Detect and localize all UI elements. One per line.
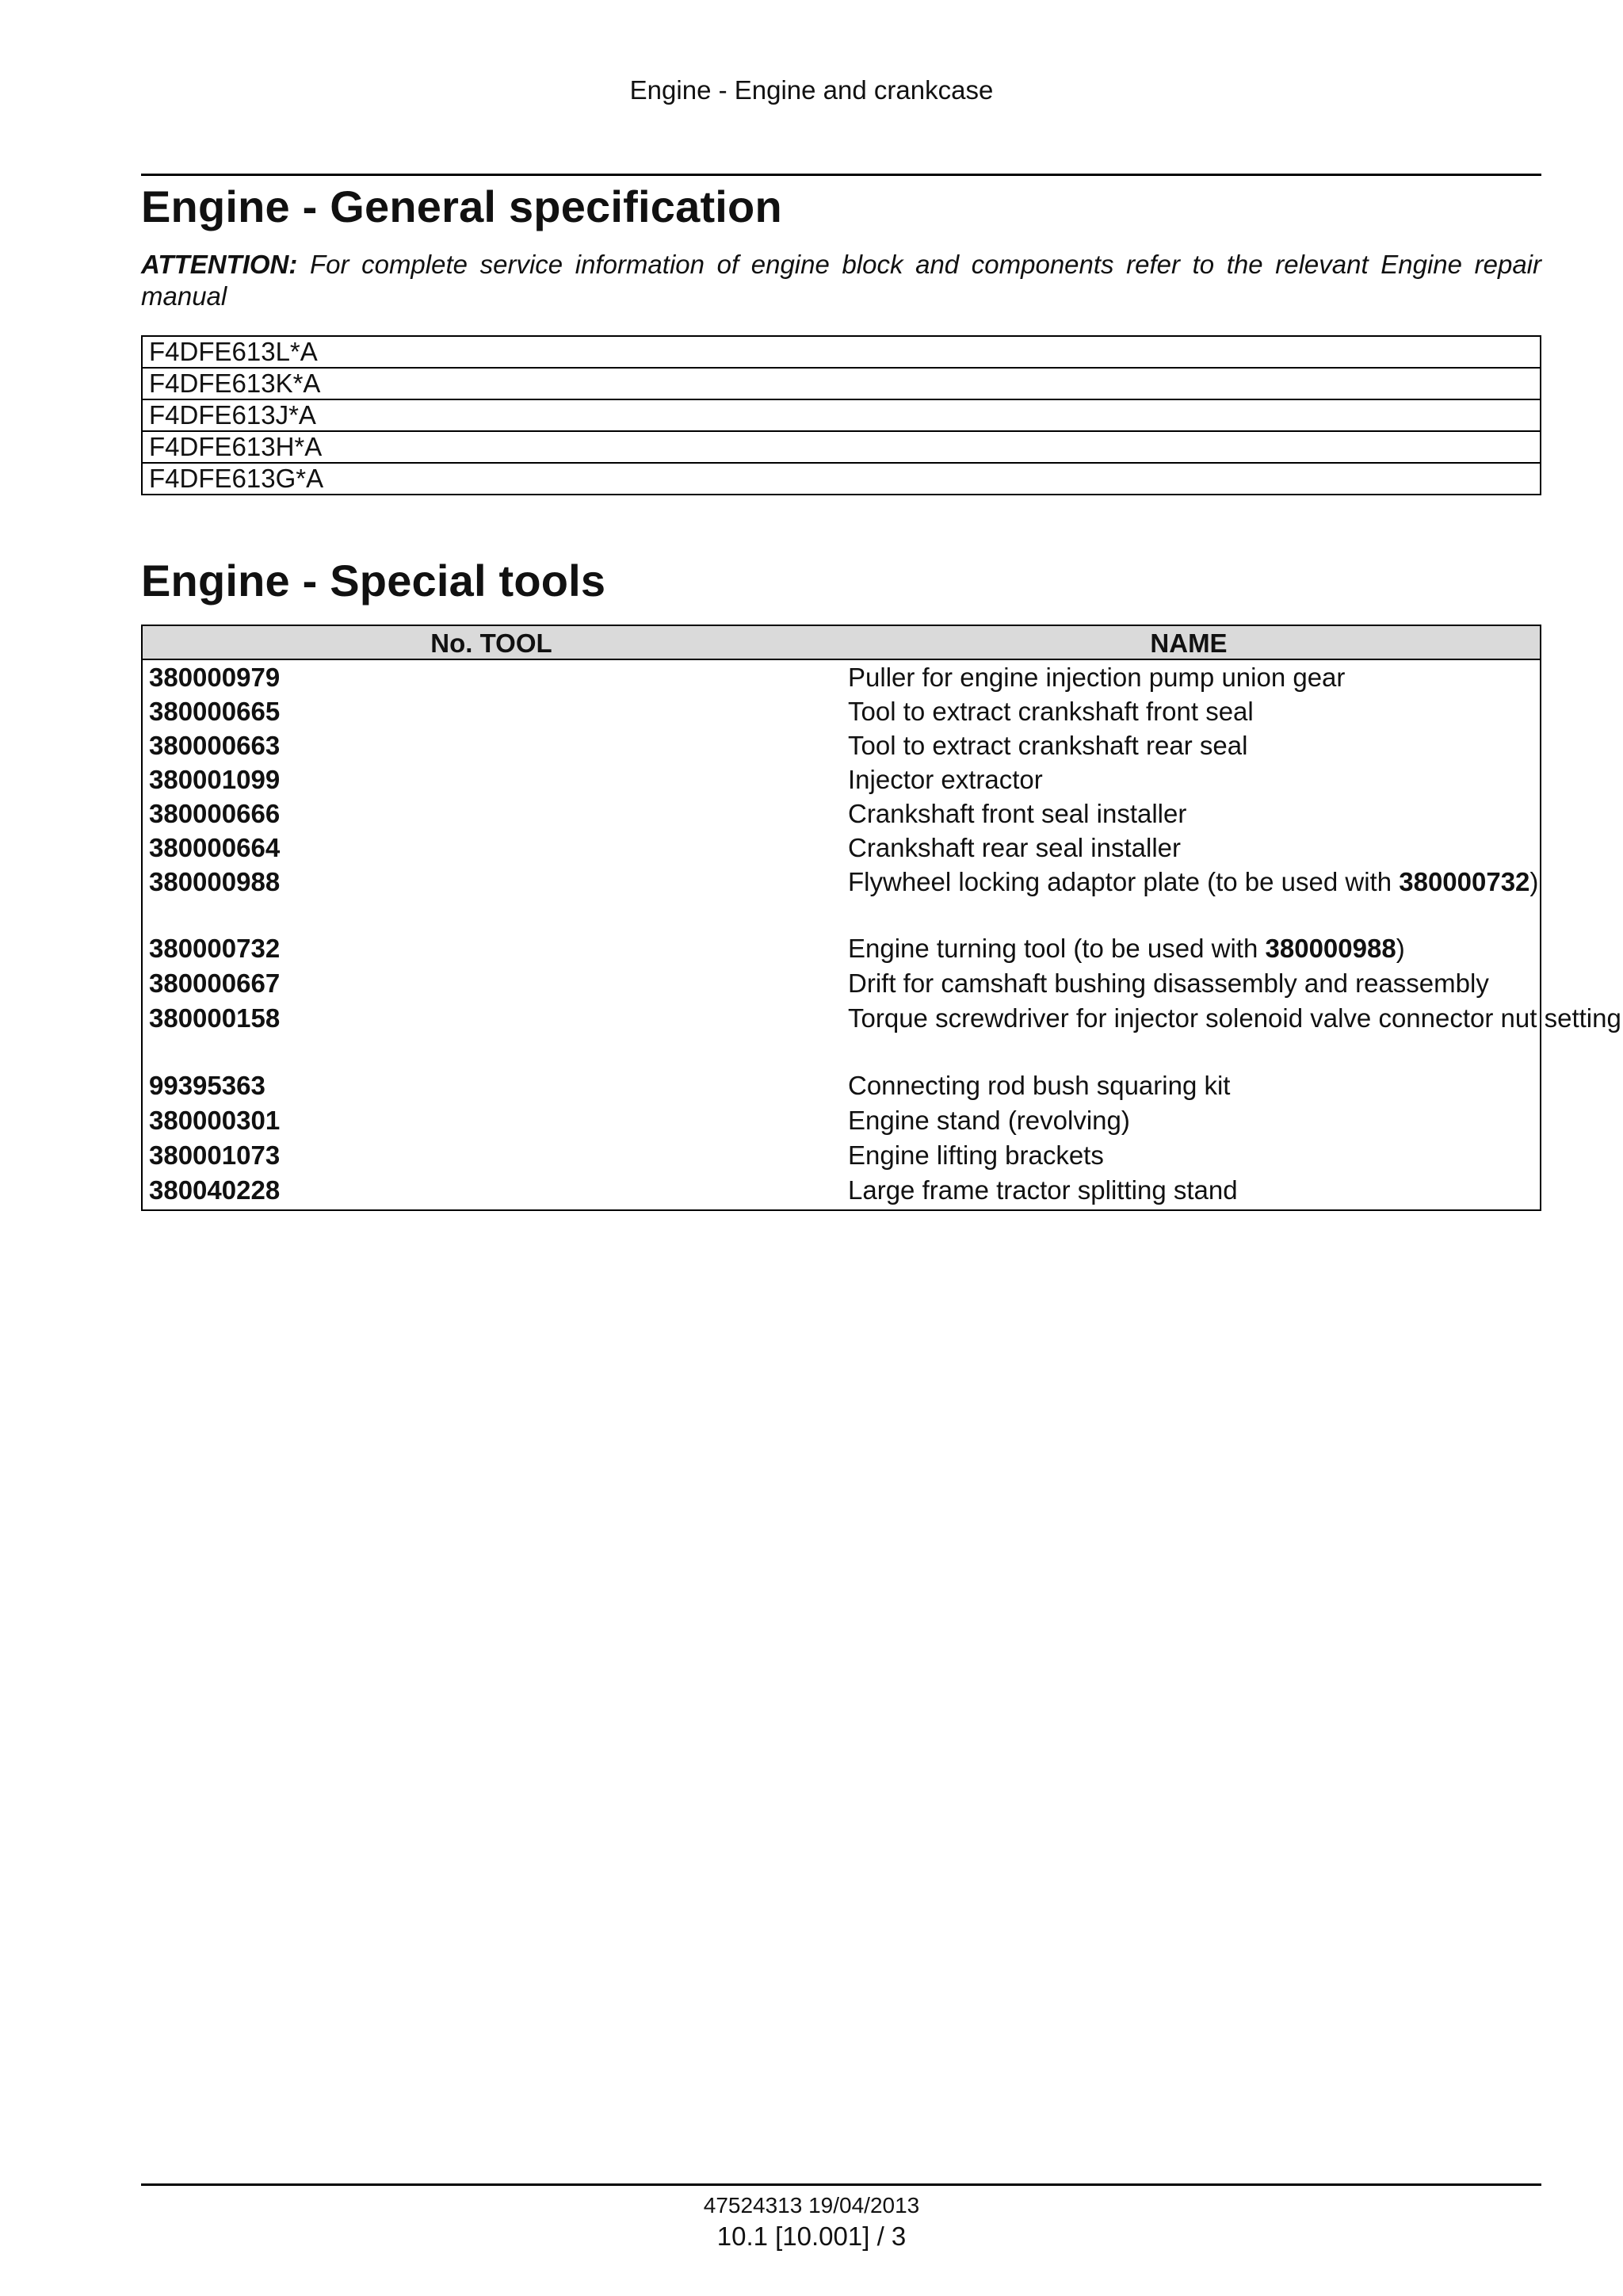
- tool-code: 380000665: [149, 697, 281, 726]
- model-cell: F4DFE613L*A: [142, 336, 1541, 368]
- model-row: [142, 431, 1541, 463]
- tool-code: 380000979: [149, 663, 281, 692]
- model-row: [142, 336, 1541, 368]
- tool-name: Connecting rod bush squaring kit: [848, 1071, 1231, 1100]
- engine-model-table: [141, 335, 1541, 495]
- model-cell: F4DFE613K*A: [142, 368, 1541, 399]
- attention-label: ATTENTION:: [141, 250, 298, 279]
- footer-page-number: 10.1 [10.001] / 3: [716, 2222, 907, 2251]
- tool-code: 380000158: [149, 1003, 281, 1033]
- tool-name: [848, 866, 1623, 898]
- table-header-row: [143, 626, 1540, 660]
- model-cell: F4DFE613G*A: [142, 463, 1541, 495]
- tool-code: 380000732: [149, 934, 281, 963]
- tool-name-text: Flywheel locking adaptor plate (to be used with: [848, 867, 1400, 896]
- tool-name-text: ): [1529, 867, 1539, 896]
- tool-reference: 380000732: [1399, 867, 1530, 896]
- tool-code: 380000664: [149, 833, 281, 862]
- model-row: [142, 368, 1541, 399]
- tool-name: Engine lifting brackets: [848, 1140, 1104, 1170]
- footer-rule: [141, 2183, 1541, 2186]
- tool-name: Tool to extract crankshaft rear seal: [848, 731, 1248, 760]
- special-tools-table: [141, 625, 1621, 1211]
- general-spec-heading: Engine - General specification: [141, 181, 782, 231]
- tool-code: 99395363: [149, 1071, 265, 1100]
- tool-name: Crankshaft rear seal installer: [848, 833, 1182, 862]
- tool-name: Puller for engine injection pump union gear: [848, 663, 1346, 692]
- tool-name: Large frame tractor splitting stand: [848, 1175, 1238, 1205]
- model-cell: F4DFE613J*A: [142, 399, 1541, 431]
- tool-code: 380000988: [149, 867, 281, 896]
- model-row: [142, 399, 1541, 431]
- model-row: [142, 463, 1541, 495]
- tool-code: 380000301: [149, 1106, 281, 1135]
- tool-name: Engine stand (revolving): [848, 1106, 1130, 1135]
- tool-name: Drift for camshaft bushing disassembly and reassembly: [848, 968, 1489, 998]
- tool-code: 380001073: [149, 1140, 281, 1170]
- tool-code: 380000667: [149, 968, 281, 998]
- attention-text: For complete service information of engine block and components refer to the relevant Engine repair manual: [141, 250, 1541, 311]
- tool-name: Tool to extract crankshaft front seal: [848, 697, 1254, 726]
- special-tools-heading: Engine - Special tools: [141, 556, 606, 606]
- tool-name-text: ): [1396, 934, 1405, 963]
- column-header-tool-no: No. TOOL: [430, 628, 552, 658]
- column-header-name: NAME: [1150, 628, 1228, 658]
- running-header: Engine - Engine and crankcase: [629, 75, 994, 105]
- footer-doc-ref: 47524313 19/04/2013: [703, 2193, 920, 2218]
- attention-note: [141, 249, 1541, 312]
- tool-name: Injector extractor: [848, 765, 1043, 794]
- header-rule: [141, 174, 1541, 176]
- tool-name: [848, 933, 1623, 965]
- tool-code: 380000666: [149, 799, 281, 828]
- tool-code: 380000663: [149, 731, 281, 760]
- model-cell: F4DFE613H*A: [142, 431, 1541, 463]
- tool-name: Torque screwdriver for injector solenoid valve connector nut setting: [848, 1003, 1621, 1033]
- tool-name: Crankshaft front seal installer: [848, 799, 1187, 828]
- tool-code: 380040228: [149, 1175, 281, 1205]
- tool-name-text: Engine turning tool (to be used with: [848, 934, 1266, 963]
- tool-code: 380001099: [149, 765, 281, 794]
- tool-reference: 380000988: [1265, 934, 1396, 963]
